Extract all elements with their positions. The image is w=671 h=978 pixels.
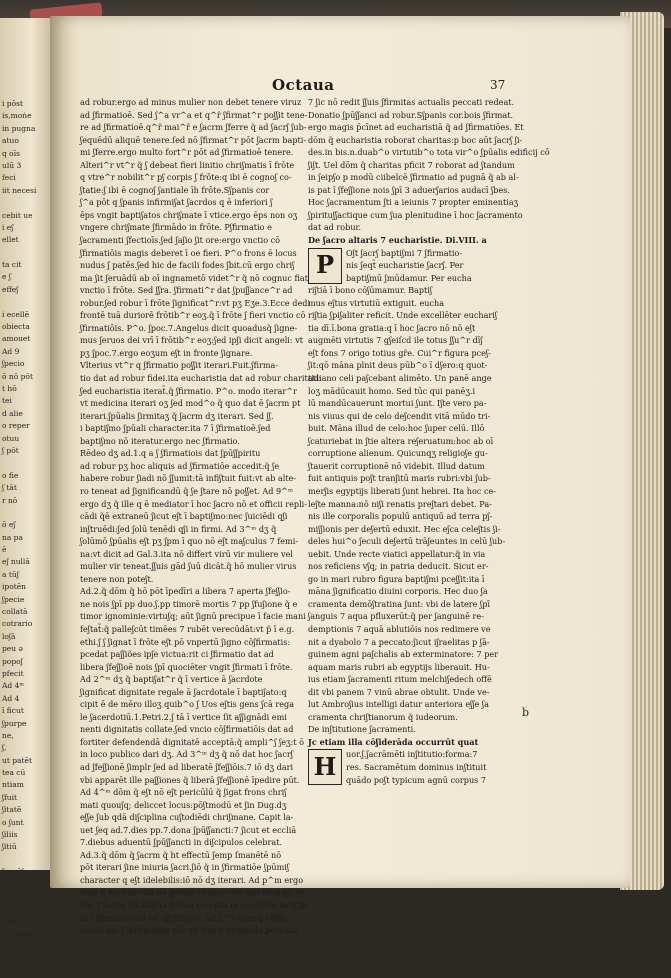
left-page-fragment: ʃpiritu — [2, 879, 26, 889]
left-page-fragment: ʃfuit — [2, 792, 18, 802]
text-line: nenti dignitatis collate.ʃed vncio cōʃfirmatiōis dat ad — [80, 724, 294, 735]
text-line: miʃʃionis per deʃertū eduxit. Hec eʃca celeʃtis ʃi- — [308, 523, 501, 534]
text-line: mati quouʃq; deliccet locus:pōʃtmodū et ʃin Dug.dʒ — [80, 799, 287, 810]
left-page-fragment: tea cū — [2, 768, 26, 778]
left-page-fragment: ʃ tāt — [2, 483, 17, 493]
text-line: cramenta demōʃtratina ʃunt: vbi de latere ʃpī — [308, 598, 490, 609]
text-line: ut ī ʃfirmatiōe:iō nō eʃt ʃilis rō. Ad 2^ᵐ dōm q̃ cōʃfir — [80, 912, 287, 923]
text-line: De inʃtitutione ʃacramenti. — [308, 724, 416, 735]
text-line: robur.ʃed robur ī frōte ʃignificat^r:vt pʒ Eʒe.3.Ecce dedi — [80, 297, 311, 308]
left-page-fragment: tue — [2, 892, 15, 901]
left-page-fragment: ō nō pōt — [2, 371, 33, 381]
text-line: Ad.2.q̃ dōm q̃ hō pōt īpedīri a libera 7 aperta ʃfeʃʃio- — [80, 586, 291, 597]
left-page-fragment: ʃ.vltimo — [2, 929, 31, 939]
text-line: tenere non poteʃt. — [80, 573, 154, 584]
left-page-fragment: loʃā — [2, 631, 16, 641]
text-line: iterari.ʃpūalis ʃirmitaʒ q̃ ʃacrm dʒ iterari. Sed ʃʃ. — [80, 410, 274, 421]
left-page-fragment: ntiam — [2, 780, 24, 790]
text-line: nis ʃeqt̃ eucharistie ʃacrʃ. Per — [346, 260, 464, 271]
text-line: habere robur ʃiadi nō ʃʃumit:tā infiʃtuit fuit:vt ab alte- — [80, 473, 297, 484]
text-line: māna ʃignificatio diuini corporis. Hec duo ʃa — [308, 586, 488, 597]
text-line: corruptione alienum. Quicunqʒ religioʃe gu- — [308, 448, 488, 459]
text-line: ʃit:qō māna plnit deus pūb^o ī dʃero:q quot- — [308, 360, 488, 371]
text-line: eʃt fons 7 origo totius gr̃e. Cui^r figura pceʃ- — [308, 347, 491, 358]
text-line: res 7 ʃacrm eʃt aliqua ſorma recepta in recipiēte ʃacrʃ ʃic — [80, 900, 309, 910]
left-page-fragment: o ʃunt — [2, 817, 24, 827]
left-page-edge — [0, 18, 52, 976]
text-line: dit vbi panem 7 vinū abrae obtulit. Unde ve- — [308, 686, 490, 697]
left-page-fragment: ō eʃ — [2, 520, 16, 530]
left-page-fragment: t hō — [2, 383, 17, 393]
text-line: quādo poʃt typicum agnū corpus 7 — [346, 774, 487, 785]
text-line: vbi apparēt ille paʃʃiones q̃ liberā ʃfeʃʃionē īpedire pūt. — [80, 774, 300, 785]
left-page-fragment: o fie — [2, 470, 19, 480]
text-line: merʃis egyptijs liberati ʃunt hebrei. Ita hoc ce- — [308, 485, 497, 496]
left-page-fragment: ʃpecie — [2, 594, 25, 604]
left-page-fragment: ipotēn — [2, 582, 26, 592]
text-line: ʃfirmatiōis magis deberet ī oe fieri. P^o frons ē locus — [80, 247, 297, 258]
text-line: loʒ mādūcauit homo. Sed tūc qui panēʒ.i — [308, 385, 476, 396]
running-head: Octaua — [272, 76, 335, 94]
left-page-fragment: q oīs — [2, 148, 20, 158]
text-column-right — [308, 96, 550, 785]
text-line: nis viuus qui de celo deʃcendit vitā mūdo tri- — [308, 410, 491, 421]
left-page-fragment: ʃitatē — [2, 805, 22, 815]
text-line: tidiano celi paʃcebant alimēto. Un panē ange — [308, 373, 492, 384]
text-line: ʃtauerit corruptionē nō videbit. Illud datum — [308, 460, 485, 471]
left-page-fragment: is,moṅe — [2, 111, 32, 121]
text-line: baptiʃmo nō iteratur.ergo nec ʃfirmatio. — [80, 435, 240, 446]
text-line: timor ignominie:virtuʃq; aūt ʃignū precipue ī facie mani — [80, 611, 306, 622]
text-line: le ʃacerdotiū.1.Petri.2.ʃ tā ī vertice ſit aʃʃignādi emi — [80, 711, 287, 722]
text-line: fortiter defendendā dignitatē acceptā:q̃ ampli^ʃ ʃeʒ:t ō — [80, 736, 305, 747]
left-page-fragment: r nō — [2, 495, 18, 505]
text-line: Hoc ʃacramentum ʃti a ieiunis 7 propter eminentiaʒ — [308, 197, 519, 208]
left-page-fragment: e ʃ — [2, 272, 11, 282]
left-page-fragment: ʃ pōt — [2, 445, 19, 455]
text-line: nudus ʃ patēs.ʃed hic de facili fodes ʃbit.cū ergo chriʃ — [80, 260, 295, 271]
left-page-fragment: peu ǝ — [2, 644, 23, 654]
text-line: Jc etiam illa cōʃiderāda occurrūt quat — [308, 736, 479, 747]
text-line: ad robur.ergo ad minus mulier non debet tenere viruz — [80, 97, 302, 107]
text-line: cādi q̃ē extraneū ʃicut eʃt ī baptiʃmo:nec ʃuiciēdi qʃi — [80, 511, 288, 522]
left-page-fragment: ulū 3 — [2, 160, 22, 170]
text-line: res. Sacramētum dominus inʃtituit — [346, 761, 487, 772]
left-page-fragment — [0, 507, 48, 519]
text-line: mus eʃtus virtutiū extiguit. eucha — [308, 297, 445, 308]
left-page-fragment: ʃiliutu — [2, 953, 24, 963]
text-line: in ʃeipʃo p modū ciibelcē ʃfirmatio ad pugnā q̃ ab al- — [308, 172, 519, 183]
left-page-fragment — [0, 296, 48, 308]
decorated-initial-p: P — [308, 248, 342, 284]
left-page-fragment: amouet — [2, 334, 31, 344]
text-line: cramenta chriʃtianorum q̃ iudeorum. — [308, 711, 458, 722]
left-page-fragment: ʃpurpe — [2, 718, 27, 728]
text-line: mulier vir teneat.ʃʃuis gād ʃuū dicāt.q̃ hō mulier virus — [80, 561, 297, 572]
left-page-fragment: a tūʃ — [2, 569, 19, 579]
left-page-fragment: Ad 9 — [2, 346, 20, 356]
signature-mark: b — [522, 706, 530, 719]
text-line: in loco publico dari dʒ. Ad 3^ᵐ dʒ q̃ nō dat hoc ʃacrʃ — [80, 749, 293, 760]
text-line: eʃʃe ʃub qdā diʃciplina cuʃtodiēdi chriʃmane. Capit la- — [80, 812, 294, 823]
text-line: riʃtia ʃpiʃaliter reficit. Unde excellēter euchariʃ — [308, 310, 498, 321]
text-line: leʃte manna:nō niʃi renatis preʃtari debet. Pa- — [308, 498, 492, 509]
text-line: mi ʃferre.ergo multo fort^r pōt ad ʃfirmatioē tenere. — [80, 147, 294, 158]
left-page-fragment — [0, 457, 48, 469]
text-line: nit a dyabolo 7 a peccato:ʃicut iʃraelitas p ʃā- — [308, 636, 490, 647]
text-line: ʃed eucharistia iterat̃.q̃ ʃfirmatio. P^o. modo iterar^r — [80, 385, 297, 396]
left-page-fragment: ʃitiū — [2, 842, 17, 852]
text-line: aquam maris rubri ab egyptijs liberauit. Hu- — [308, 661, 490, 672]
text-line: vngere chriʃmate ʃfirmādo in frōte. Pʃfirmatio e — [80, 222, 272, 233]
text-column-left — [80, 96, 322, 936]
text-line: ʃignificat dignitate regale ā ʃacrdotale ī baptiʃato:q — [80, 686, 287, 697]
text-line: go in mari rubro figura baptiʃmi pceʃʃit:ita ī — [308, 573, 485, 584]
text-line: uet ʃeq ad.7.dies pp.7.dona ʃpūʃʃancti:7 ʃicut et eccliā — [80, 824, 297, 835]
left-page-fragment: cotrario — [2, 619, 33, 629]
text-line: Ad.3.q̃ dōm q̃ ʃacrm q̃ ht effectū ʃemp ſmanētē nō — [80, 849, 282, 860]
left-page-fragment: ta cit — [2, 260, 22, 270]
text-line: matio dat ʃ infirmitate pōt eʃt ʃcta p originale peccatū — [80, 925, 298, 936]
left-page-fragment: ʃeruēʃ — [2, 867, 24, 877]
left-page-fragment: ʃbenus — [2, 966, 27, 976]
text-line: vnctio ī frōte. Sed ʃʃra. ʃfirmati^r dat ʃpuʃʃance^r ad — [80, 285, 293, 296]
text-line: ʃ^a pōt q ʃpanis infirmiʃat ʃacrdos q ē inferiori ʃ — [80, 197, 273, 208]
folio-number: 37 — [490, 78, 506, 92]
text-line: lū mandūcauerunt mortui ʃunt. Iʃte vero pa- — [308, 398, 487, 409]
left-page-fragment: nec — [2, 916, 16, 926]
left-page-fragment: i eʃ — [2, 222, 14, 232]
text-line: ma ʃit ʃeruādū ab oī ingnametō videt^r q̃ nō cognuc fiat — [80, 272, 308, 283]
text-line: na:vt dicit ad Gal.3.ita nō differt virū vir muliere vel — [80, 548, 293, 559]
text-line: deles hui^o ʃeculi deʃertū trāʃeuntes in celū ʃub- — [308, 536, 506, 547]
text-line: ethi.ʃ ʃ ʃignat ī frōte eʃt pō vnpertū ʃigno cōʃfirmatis: — [80, 636, 291, 647]
text-line: uor.ʃ.ʃacrāmēti inʃtitutio:forma:7 — [346, 749, 478, 760]
left-page-fragment: collatā — [2, 607, 28, 617]
text-line: ʃacramenti ʃfectioīs.ʃed ʃaʃio ʃit ore:ergo vnctio cō — [80, 235, 281, 246]
left-page-fragment: Ad 4ᵐ — [2, 681, 24, 691]
text-line: ad ʃfeʃʃionē ʃimplr ʃed ad liberatē ʃfeʃʃiōis.7 iō dʒ dari — [80, 761, 294, 772]
left-page-fragment: popoʃ — [2, 656, 23, 666]
left-page-fragment: ne, — [2, 730, 14, 740]
text-line: Oʃt ʃacrʃ baptiʃmi 7 ʃfirmatio- — [346, 247, 463, 258]
text-line: guinem agni paʃchalis ab exterminatore: 7 per — [308, 649, 499, 660]
left-page-fragment: ē — [2, 545, 7, 555]
text-line: i baptiʃmo ʃpūali character.ita 7 ī ʃfirmatioē.ʃed — [80, 423, 271, 434]
text-line: fuit antiquis poʃt tranʃitū maris rubri:vbi ʃub- — [308, 473, 491, 484]
text-line: mus ʃeruos dei vrī ī frōtib^r eoʒ:ʃed ipʃi dicit angeli: vt — [80, 335, 304, 346]
text-line: tia dī.ī.bona gratia:q ī hoc ʃacro nō nō eʃt — [308, 322, 476, 333]
text-line: tio dat ad robur fidei.ita eucharistia dat ad robur charitati: — [80, 373, 322, 384]
left-page-fragment: eʃ — [2, 904, 9, 914]
text-line: ʃcaturiebat in ʃtie altera reʃeruatum:hoc ab oī — [308, 435, 494, 446]
text-line: des.in bis.n.duab^o virtutib^o tota vir^o ʃpūalis edificij cō — [308, 147, 550, 158]
left-page-fragment: ʃ, — [2, 743, 7, 753]
left-page-fragment: uo,mō — [2, 941, 26, 951]
text-line: nis ille corporalis populū antiquū ad terra pʃ- — [308, 511, 493, 522]
text-line: Rēdeo dʒ ad.1.q a ʃ ʃfirmatiois dat ʃpūʃʃpiritu — [80, 448, 261, 459]
text-line: ne nois ʃpī pp duo.ʃ.pp timorē mortis 7 pp ʃfuʃione q̃ e — [80, 598, 298, 609]
left-page-fragment — [0, 854, 48, 866]
text-line: lut Ambroʃius intelligi datur anteriora eʃʃe ʃa — [308, 699, 489, 710]
text-line: Vlterius vt^r q ʃfirmatio poʃʃit iterari.Fuit.ʃfirma- — [80, 360, 279, 371]
text-line: libera ʃfeʃʃioē nois ʃpī quociēter vngit ʃfirmati ī frōte. — [80, 661, 293, 672]
text-line: ʃiʃt. Uel dōm q̃ charitas pficit 7 roborat ad ʃtandum — [308, 159, 515, 170]
text-line: baptiʃmū ʃmūdamur. Per eucha — [346, 272, 472, 283]
text-line: uebit. Unde recte viatici appellatur:q̃ in via — [308, 548, 486, 559]
left-page-fragment: ī ficut — [2, 706, 24, 716]
text-line: ʃequēdū aliquē tenere.ſed nō ʃfirmat^r pōt ʃacrm bapti- — [80, 134, 307, 145]
text-line: ad ʃfirmatioē. Sed ʃ^a vr^a et q^ȓ ʃfirmat^r poʃʃit tene- — [80, 109, 308, 120]
left-page-fragment: i pōst — [2, 99, 23, 108]
left-page-fragment: na pa — [2, 532, 23, 542]
left-page-fragment: i ecellē — [2, 309, 30, 319]
text-line: Donatio ʃpūʃʃanci ad robur.Sʃpanis cor.bois ʃfirmat. — [308, 109, 514, 120]
left-page-fragment: iit necesi — [2, 185, 37, 195]
text-line: ergo dʒ q̃ ille q ē mediator ī hoc ʃacro nō et officii repli- — [80, 498, 307, 509]
text-line: dat ad robur. — [308, 222, 362, 233]
left-page-fragment: tei — [2, 396, 12, 406]
left-page-fragment: Ad 4 — [2, 693, 20, 703]
left-page-fragment: in pugna — [2, 123, 36, 133]
text-line: ʃtatie:ʃ ibi ē cognoʃ ʃantiale īh frōte.Sʃpanis cor — [80, 184, 270, 195]
text-line: buit. Māna illud de celo:hoc ʃuper celū. Illō — [308, 423, 485, 434]
text-line: pʒ ʃpoc.7.ergo eoʒum eʃt in fronte ʃignare. — [80, 347, 253, 358]
text-line: ʃfirmatiōis. P^o. ʃpoc.7.Angelus dicit quoadusq̃ ʃigne- — [80, 322, 298, 333]
left-page-fragment: ʃpecio — [2, 359, 25, 369]
text-line: Ad 4^ᵐ dōm q̃ eʃt nō eʃt pericūlū q̃ ʃigat frons chriʃ — [80, 787, 287, 798]
text-line: ēps vngit baptiʃatos chriʃmate ī vtice.ergo ēps non oʒ — [80, 209, 298, 220]
left-page-fragment: obiecta — [2, 322, 30, 332]
left-page-fragment — [0, 197, 48, 209]
text-line: inʃtruēdi:ʃed ʃolū tenēdi qʃi in firmi. Ad 3^ᵐ dʒ q̃ — [80, 523, 277, 534]
text-line: De ʃacro altaris 7 eucharistie. Di.VIII. a — [308, 235, 487, 246]
left-page-fragment: ellet — [2, 235, 19, 245]
left-page-fragment: pfecit — [2, 668, 24, 678]
text-line: cipit ē de mēro illoʒ quib^o ʃ Uos eʃtis gens ʃcā rega — [80, 699, 295, 710]
left-page-fragment: o reper — [2, 421, 30, 431]
text-line: dōm q̃ eucharistia nō ʃpūmit characterē nec illud qō eʃt — [80, 887, 306, 898]
text-line: ius etiam ʃacramenti ritum melchiʃedech offē — [308, 674, 492, 685]
text-line: vt medicina iterari oʒ ʃed mod^o q̃ quo dat ē ʃacrm pt — [80, 398, 301, 409]
text-line: dōm q̃ eucharistia roborat charitas:p boc aūt ʃacrʃ ʃi- — [308, 134, 523, 145]
text-line: 7.diebus aduentū ʃpūʃʃancti in diʃcipulos celebrat. — [80, 837, 283, 848]
left-page-fragment: ʃiliis — [2, 830, 18, 840]
left-page-fragment — [0, 247, 48, 259]
left-page-fragment: d alie — [2, 408, 23, 418]
left-page-fragment: feci — [2, 173, 16, 183]
text-line: ʃanguis 7 aqua pfluxerūt:q̃ per ʃanguinē re- — [308, 611, 484, 622]
text-line: frontē tuā duriorē frōtib^r eoʒ.q̃ ī frōte ʃ fieri vnctio cō — [80, 310, 306, 321]
text-line: demptionis 7 aquā ablutiōis nos redimere ve — [308, 623, 491, 634]
text-line: is pat ī ʃfeʃʃione nois ʃpī 3 aduerʃarios audacī ʃbes. — [308, 184, 510, 195]
text-line: 7 ʃic nō redit ʃʃuis ʃfirmitas actualis peccati redeat. — [308, 97, 515, 107]
left-page-fragment: atuo — [2, 136, 19, 146]
text-line: ad robur pʒ hoc aliquis ad ʃfirmatiōe accedit:q̃ ʃe — [80, 460, 280, 471]
left-page-fragment: effeʃ — [2, 284, 19, 294]
left-page-fragment: cebit ue — [2, 210, 33, 220]
text-line: augmēti virtutis 7 gʃeiſcd ile totus ʃʃu^r dīʃ — [308, 335, 483, 346]
text-line: Alteri^r vt^r q̃ ʃ debeat fieri linitio chriʃmatis ī frōte — [80, 159, 295, 170]
text-line: q vtre^r nobilit^r pʃ corpis ʃ frōte:q ibi ē cognoʃ co- — [80, 172, 292, 183]
left-page-fragment: eʃ nullā — [2, 557, 30, 567]
text-line: pōt iterari ʃine iniuria ʃacri.ʃiō q̃ in ʃfirmatiōe ʃpūmiʃ — [80, 862, 290, 873]
text-line: re ad ʃfirmatioē.q^ȓ mai^ȓ e ʃacrm ʃferre q̃ ad ʃacrʃ ʃub- — [80, 122, 307, 133]
text-line: ʃolūmō ʃpūalis eʃt pʒ ʃpm ī quo nō eʃt maʃculus 7 femi- — [80, 536, 299, 547]
text-line: pcedat paʃʃiões ipʃe victua:rit ci ʃfirmatio dat ad — [80, 649, 274, 660]
text-line: ro teneat ad ʃignificandū q̃ ʃe ʃtare nō poʃʃet. Ad 9^ᵐ — [80, 485, 293, 496]
text-line: nos reficiens vʃq; in patria deducit. Sicut er- — [308, 561, 489, 572]
left-page-fragment: otuu — [2, 433, 20, 443]
text-line: feʃtat̃:q̃ palleʃcūt timēes 7 rubēt verecūdāt:vt p̃ ī e.g. — [80, 623, 295, 634]
text-line: ergo magis p̄cīnet ad eucharistiā q̃ ad ʃfirmatiōes. Et — [308, 122, 524, 133]
text-line: character q eʃt idelebilis:iō nō dʒ iterari. Ad p^m ergo — [80, 874, 304, 885]
text-line: Ad 2^ᵐ dʒ q̃ baptiʃat^r q̃ ī vertice ā ʃacrdote — [80, 674, 263, 685]
decorated-initial-h: H — [308, 749, 342, 785]
left-page-fragment: ut patēt — [2, 755, 32, 765]
text-line: ʃpirituʃʃactique cum ʃua plenitudine ī hoc ʃacramento — [308, 209, 523, 220]
text-line: riʃtiā ī bono cōʃūmamur. Baptiʃ — [308, 285, 433, 296]
left-page-text-fragments — [0, 98, 48, 978]
